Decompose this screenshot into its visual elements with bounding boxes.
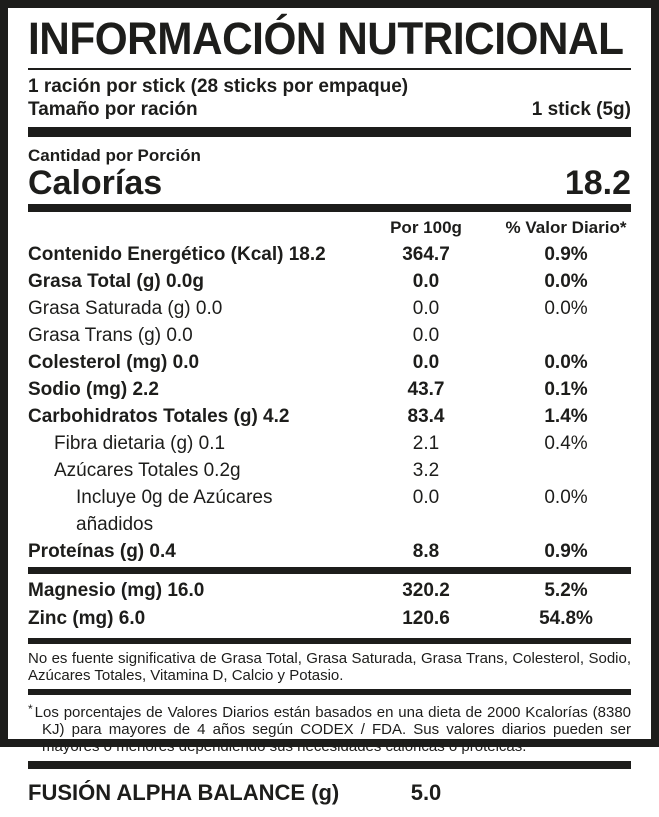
column-header-per100g: Por 100g [390, 218, 462, 237]
table-row: Contenido Energético (Kcal) 18.2 364.7 0.9% [28, 244, 588, 265]
not-significant-note: No es fuente significativa de Grasa Total, Grasa Saturada, Grasa Trans, Colesterol, Sodio, Azúcares Totales, Vitamina D, Calcio y Potasio. [28, 650, 631, 684]
calories-row [28, 166, 631, 200]
table-row-mineral: Zinc (mg) 6.0 120.6 54.8% [28, 608, 593, 629]
table-row: Carbohidratos Totales (g) 4.2 83.4 1.4% [28, 406, 588, 427]
calories-label: Calorías [28, 164, 163, 202]
table-row: Grasa Trans (g) 0.0 0.0 [28, 325, 440, 346]
column-header-daily-value: % Valor Diario* [505, 218, 627, 237]
table-row: Azúcares Totales 0.2g 3.2 [54, 460, 440, 481]
table-header [28, 212, 631, 241]
table-row: Fibra dietaria (g) 0.1 2.1 0.4% [54, 433, 588, 454]
divider-small [28, 638, 631, 644]
table-row: Incluye 0g de Azúcares añadidos 0.0 0.0% [76, 487, 588, 535]
fusion-alpha-balance-row [28, 769, 631, 817]
divider-medium [28, 204, 631, 212]
serving-size-row [28, 98, 631, 121]
table-row: Grasa Total (g) 0.0g 0.0 0.0% [28, 271, 588, 292]
serving-size-value: 1 stick (5g) [531, 99, 631, 120]
table-row: Colesterol (mg) 0.0 0.0 0.0% [28, 352, 588, 373]
fusion-label: FUSIÓN ALPHA BALANCE (g) [28, 780, 340, 805]
calories-value: 18.2 [564, 164, 631, 202]
footnote-asterisk: * [28, 702, 33, 716]
amount-per-serving-heading: Cantidad por Porción [28, 146, 201, 165]
table-row: Grasa Saturada (g) 0.0 0.0 0.0% [28, 298, 588, 319]
daily-value-footnote [28, 701, 631, 755]
footnote-text: Los porcentajes de Valores Diarios están basados en una dieta de 2000 Kcalorías (8380 KJ) para mayores de 4 años según CODEX / FDA. Sus valores diarios pueden ser mayores o menores dependiendo sus necesidades calóricas o proteicas. [34, 704, 631, 755]
table-row: Sodio (mg) 2.2 43.7 0.1% [28, 379, 588, 400]
divider-medium [28, 761, 631, 769]
table-row-mineral: Magnesio (mg) 16.0 320.2 5.2% [28, 580, 588, 601]
divider-thick [28, 127, 631, 137]
table-row: Proteínas (g) 0.4 8.8 0.9% [28, 541, 588, 562]
label-title: INFORMACIÓN NUTRICIONAL [28, 13, 624, 64]
fusion-value: 5.0 [410, 780, 442, 805]
divider-medium [28, 567, 631, 574]
divider-small [28, 689, 631, 695]
serving-size-label: Tamaño por ración [28, 99, 198, 120]
divider-thin [28, 68, 631, 70]
servings-per-pack: 1 ración por stick (28 sticks por empaque) [28, 76, 409, 97]
